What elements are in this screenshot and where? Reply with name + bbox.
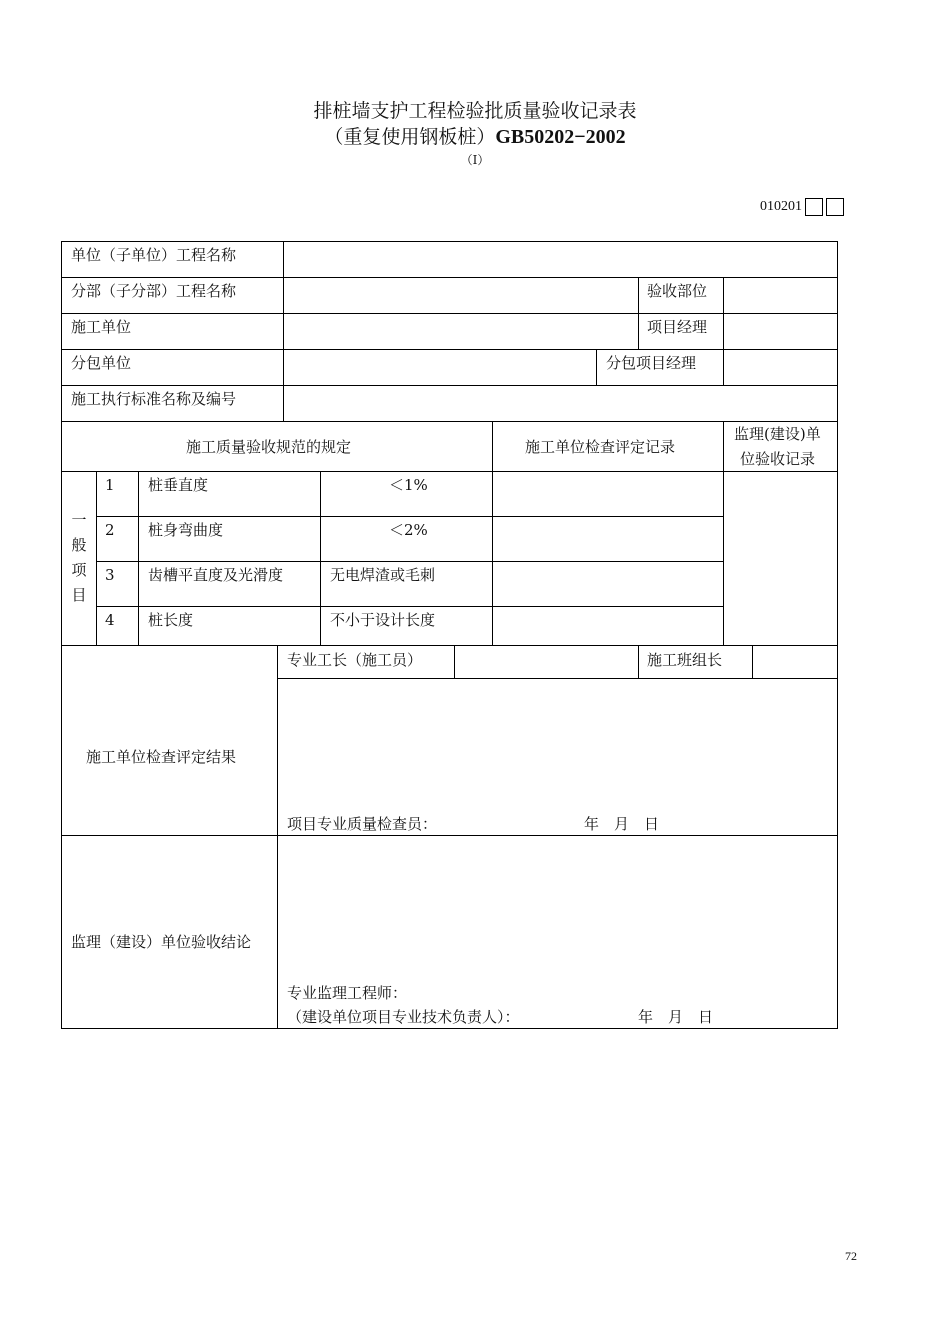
subtitle-prefix: （重复使用钢板桩） <box>324 126 496 148</box>
supervision-header-line1: 监理(建设)单 <box>734 425 821 443</box>
grid-line <box>61 1028 838 1029</box>
standard-label: 施工执行标准名称及编号 <box>71 390 237 408</box>
form-title: 排桩墙支护工程检验批质量验收记录表 <box>313 100 637 122</box>
foreman-field[interactable] <box>456 647 637 677</box>
result-date: 年 月 日 <box>584 815 660 833</box>
conclusion-label: 监理（建设）单位验收结论 <box>71 933 252 951</box>
group-char: 般 <box>71 536 87 554</box>
check-record-cell[interactable] <box>494 473 722 515</box>
subcontract-manager-field[interactable] <box>725 351 836 384</box>
result-label: 施工单位检查评定结果 <box>86 748 237 766</box>
group-char: 目 <box>71 586 87 604</box>
grid-line <box>96 606 723 607</box>
grid-line <box>454 645 455 678</box>
grid-line <box>492 421 493 645</box>
form-code-text: 010201 <box>760 199 802 214</box>
row-item: 桩垂直度 <box>148 476 209 494</box>
grid-line <box>638 645 639 678</box>
form-code <box>760 198 844 216</box>
supervision-header-line2: 位验收记录 <box>740 450 816 468</box>
sub-project-label: 分部（子分部）工程名称 <box>71 282 237 300</box>
supervision-record-cell[interactable] <box>725 473 836 644</box>
inspector-label: 项目专业质量检查员： <box>287 815 438 833</box>
grid-line <box>61 645 838 646</box>
acceptance-part-field[interactable] <box>725 279 836 312</box>
owner-label: （建设单位项目专业技术负责人）： <box>287 1008 520 1026</box>
row-spec: ＜1% <box>389 476 428 494</box>
subcontract-unit-label: 分包单位 <box>71 354 132 372</box>
row-item: 桩长度 <box>148 611 194 629</box>
grid-line <box>61 241 838 242</box>
grid-line <box>283 241 284 421</box>
group-char: 项 <box>71 561 87 579</box>
grid-line <box>723 421 724 645</box>
construction-unit-label: 施工单位 <box>71 318 132 336</box>
standard-code: GB50202−2002 <box>495 126 626 148</box>
conclusion-date: 年 月 日 <box>638 1008 714 1026</box>
grid-line <box>61 385 838 386</box>
grid-line <box>138 471 139 645</box>
grid-line <box>61 277 838 278</box>
code-box-2[interactable] <box>826 198 844 216</box>
page-number: 72 <box>845 1249 857 1263</box>
row-spec: 不小于设计长度 <box>330 611 436 629</box>
row-item: 桩身弯曲度 <box>148 521 224 539</box>
unit-project-field[interactable] <box>285 243 836 276</box>
subcontract-unit-field[interactable] <box>285 351 595 384</box>
check-record-cell[interactable] <box>494 608 722 644</box>
acceptance-part-label: 验收部位 <box>647 282 708 300</box>
grid-line <box>277 678 838 679</box>
general-items-label <box>69 508 89 608</box>
team-leader-label: 施工班组长 <box>647 651 723 669</box>
grid-line <box>61 349 838 350</box>
spec-header: 施工质量验收规范的规定 <box>186 438 352 456</box>
subcontract-manager-label: 分包项目经理 <box>606 354 697 372</box>
engineer-label: 专业监理工程师： <box>287 984 408 1002</box>
row-number: 2 <box>105 521 115 539</box>
foreman-label: 专业工长（施工员） <box>287 651 423 669</box>
grid-line <box>277 645 278 1028</box>
grid-line <box>752 645 753 678</box>
grid-line <box>837 241 838 1029</box>
grid-line <box>61 835 838 836</box>
grid-line <box>96 516 723 517</box>
row-number: 4 <box>105 611 115 629</box>
row-item: 齿槽平直度及光滑度 <box>148 566 284 584</box>
row-number: 3 <box>105 566 115 584</box>
project-manager-label: 项目经理 <box>647 318 708 336</box>
group-char: 一 <box>71 511 87 529</box>
construction-unit-field[interactable] <box>285 315 637 348</box>
team-leader-field[interactable] <box>754 647 836 677</box>
grid-line <box>61 421 838 422</box>
grid-line <box>61 313 838 314</box>
standard-field[interactable] <box>285 387 836 420</box>
code-box-1[interactable] <box>805 198 823 216</box>
grid-line <box>320 471 321 645</box>
grid-line <box>61 471 838 472</box>
project-manager-field[interactable] <box>725 315 836 348</box>
grid-line <box>61 241 62 1029</box>
check-record-cell[interactable] <box>494 563 722 605</box>
grid-line <box>596 349 597 385</box>
grid-line <box>96 471 97 645</box>
row-spec: 无电焊渣或毛刺 <box>330 566 436 584</box>
row-spec: ＜2% <box>389 521 428 539</box>
grid-line <box>96 561 723 562</box>
sub-project-field[interactable] <box>285 279 637 312</box>
unit-project-label: 单位（子单位）工程名称 <box>71 246 237 264</box>
row-number: 1 <box>105 476 115 494</box>
check-record-header: 施工单位检查评定记录 <box>525 438 676 456</box>
check-record-cell[interactable] <box>494 518 722 560</box>
form-variant: （Ⅰ） <box>460 153 490 167</box>
form-subtitle <box>0 122 950 149</box>
grid-line <box>723 277 724 385</box>
grid-line <box>638 277 639 349</box>
